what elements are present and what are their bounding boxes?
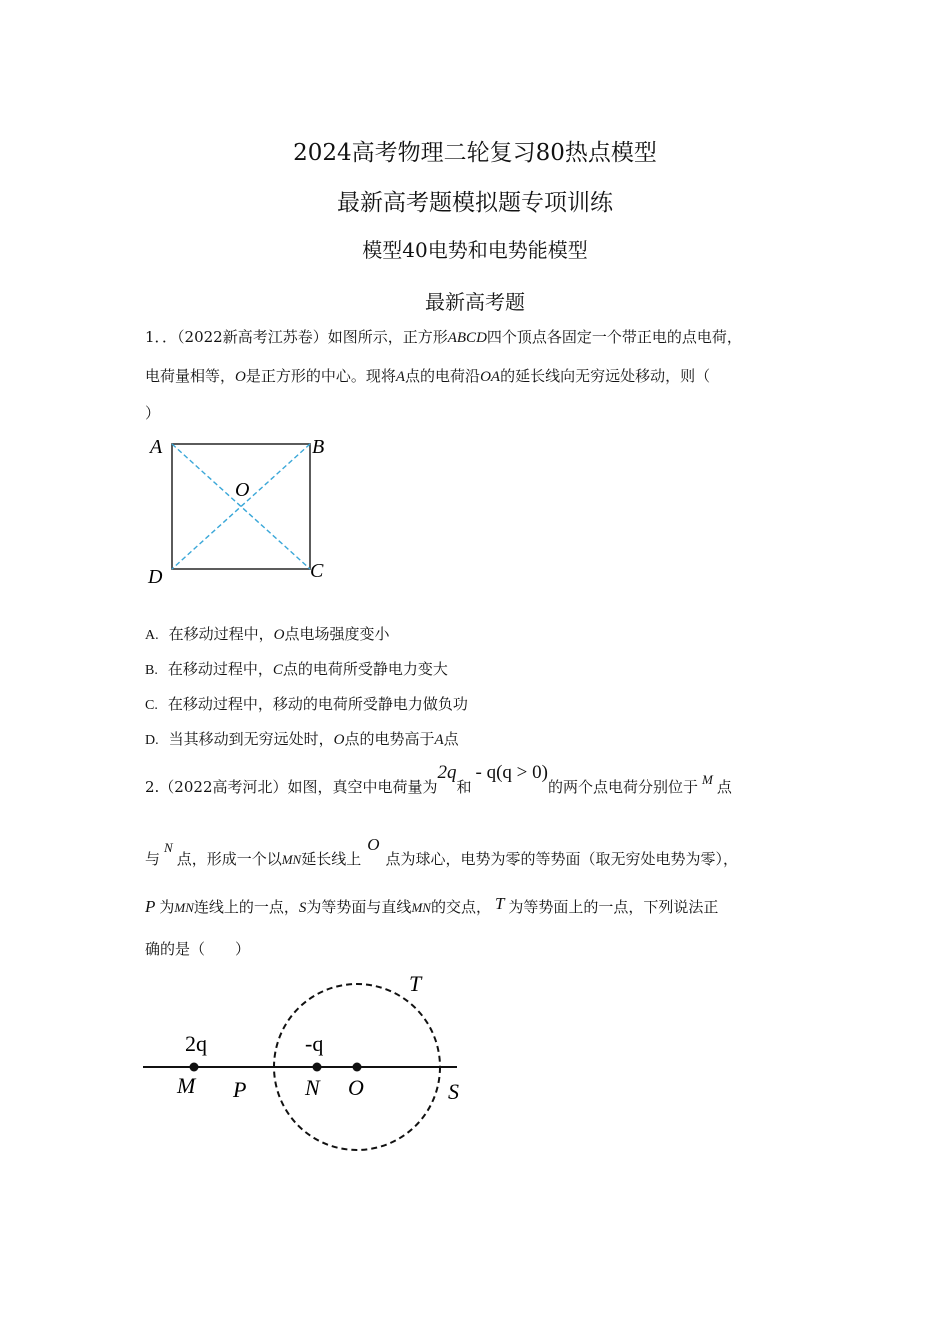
q2-symbol: T (494, 894, 505, 913)
q1-symbol: OA (480, 369, 501, 385)
model-title: 模型40电势和电势能模型 (362, 238, 588, 262)
square-figure (140, 430, 340, 595)
q2-text: 的两个点电荷分别位于 (547, 778, 698, 796)
option-text: 在移动过程中， (168, 625, 274, 643)
option-symbol: A (434, 732, 444, 748)
q1-abcd: ABCD (447, 330, 487, 346)
q2-line2 (145, 832, 738, 872)
option-d[interactable] (145, 728, 459, 749)
option-b[interactable] (145, 658, 448, 679)
option-text: 在移动过程中， (167, 660, 273, 678)
option-label: D. (145, 733, 159, 748)
q2-line3 (145, 896, 718, 926)
q2-text: 为等势面上的一点，下列说法正 (508, 898, 719, 916)
q2-symbol: M (701, 772, 713, 787)
q2-line4: 确的是（ ） (145, 940, 251, 958)
q2-text: 与 (145, 850, 161, 868)
point-n (313, 1063, 322, 1072)
label-b: B (312, 436, 325, 458)
q1-text: 四个顶点各固定一个带正电的点电荷， (486, 328, 742, 346)
charges-figure (135, 965, 495, 1160)
q1-line1 (145, 326, 742, 347)
option-text: 点的电荷所受静电力变大 (282, 660, 448, 678)
q2-symbol: N (164, 840, 173, 855)
label-a: A (150, 436, 163, 458)
q2-charge-neg-q: - q(q > 0) (475, 762, 548, 783)
option-label: C. (145, 698, 158, 713)
label-t: T (409, 971, 422, 996)
q2-symbol: MN (174, 900, 194, 915)
q1-text: 电荷量相等， (145, 367, 236, 385)
q2-text: 和 (456, 778, 472, 796)
q1-line3: ） (145, 404, 161, 422)
q1-symbol: O (235, 369, 246, 385)
point-o (353, 1063, 362, 1072)
option-text: 点 (443, 730, 459, 748)
q2-line1 (145, 764, 732, 804)
q2-symbol: MN (281, 852, 302, 867)
option-symbol: O (333, 732, 345, 748)
label-m: M (177, 1073, 196, 1098)
option-symbol: O (273, 627, 285, 643)
q2-text: 为等势面与直线 (306, 898, 412, 916)
q2-text: 的交点， (430, 898, 491, 916)
q1-text: 是正方形的中心。现将 (245, 367, 396, 385)
label-o: O (235, 479, 250, 501)
section-title: 最新高考题 (425, 290, 525, 314)
q1-line2 (145, 365, 710, 386)
document-title: 2024高考物理二轮复习80热点模型 (293, 140, 657, 166)
label-d: D (148, 566, 163, 588)
option-text: 点电场强度变小 (284, 625, 390, 643)
q1-number: 1．． (145, 328, 178, 346)
option-label: B. (145, 663, 158, 678)
label-p: P (233, 1077, 247, 1102)
label-o: O (348, 1075, 364, 1100)
q2-text: 延长线上 (301, 850, 362, 868)
label-c: C (310, 560, 324, 582)
charge-label-m: 2q (185, 1031, 207, 1056)
option-label: A. (145, 628, 159, 643)
q2-text: 连线上的一点， (193, 898, 299, 916)
q2-symbol: MN (411, 900, 431, 915)
q2-symbol: O (367, 835, 380, 854)
q2-charge-2q: 2q (437, 762, 457, 783)
document-subtitle: 最新高考题模拟题专项训练 (337, 190, 613, 216)
option-text: 在移动过程中，移动的电荷所受静电力做负功 (167, 695, 468, 713)
option-c[interactable] (145, 693, 468, 714)
point-m (190, 1063, 199, 1072)
q2-text: 为 (159, 898, 175, 916)
q2-text: 点 (716, 778, 732, 796)
charge-label-n: -q (305, 1031, 324, 1056)
q2-symbol: P (145, 897, 156, 916)
q2-text: 点为球心，电势为零的等势面（取无穷处电势为零）， (385, 850, 739, 868)
q1-symbol: A (395, 369, 406, 385)
option-text: 当其移动到无穷远处时， (168, 730, 334, 748)
label-s: S (448, 1079, 459, 1104)
option-symbol: C (272, 662, 283, 678)
q1-text: （2022新高考江苏卷）如图所示，正方形 (177, 328, 448, 346)
option-a[interactable] (145, 623, 390, 644)
q1-text: 的延长线向无穷远处移动，则（ (500, 367, 711, 385)
label-n: N (305, 1075, 320, 1100)
option-text: 点的电势高于 (344, 730, 435, 748)
q2-text: 点，形成一个以 (176, 850, 282, 868)
q2-text: 2.（2022高考河北）如图，真空中电荷量为 (145, 778, 438, 796)
q1-text: 点的电荷沿 (405, 367, 481, 385)
q2-symbol: S (298, 900, 307, 916)
